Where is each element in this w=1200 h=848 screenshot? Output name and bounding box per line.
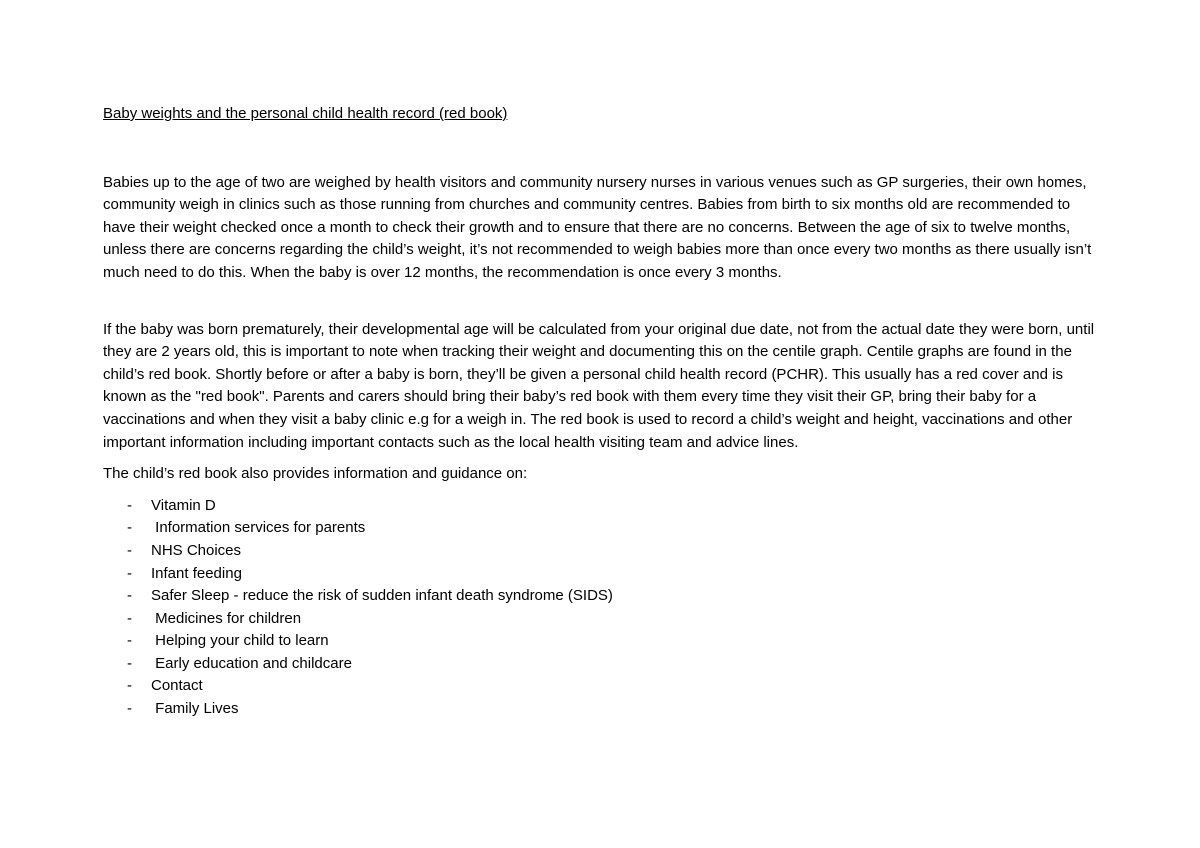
list-dash: - bbox=[127, 496, 132, 514]
list-item bbox=[103, 675, 1103, 698]
paragraph-premature-red-book: If the baby was born prematurely, their developmental age will be calculated from your original due date, not from the actual date they were born, until they are 2 years old, this is important to note when tracking their weight and documenting this on the centile graph. Centile graphs are found in the child’s red book. Shortly before or after a baby is born, they’ll be given a personal child health record (PCHR). This usually has a red cover and is known as the "red book". Parents and carers should bring their baby’s red book with them every time they visit their GP, bring their baby for a vaccinations and when they visit a baby clinic e.g for a weigh in. The red book is used to record a child’s weight and height, vaccinations and other important information including important contacts such as the local health visiting team and advice lines. bbox=[103, 320, 1095, 451]
list-dash: - bbox=[127, 654, 132, 672]
list-dash: - bbox=[127, 519, 132, 537]
list-item-text: NHS Choices bbox=[151, 541, 242, 559]
list-item-text: Safer Sleep - reduce the risk of sudden infant death syndrome (SIDS) bbox=[151, 587, 613, 605]
paragraph-guidance-intro: The child’s red book also provides information and guidance on: bbox=[103, 465, 528, 483]
list-item-text: Vitamin D bbox=[151, 496, 216, 514]
list-item bbox=[103, 517, 1103, 540]
list-item bbox=[103, 630, 1103, 653]
list-item-text: Infant feeding bbox=[151, 564, 242, 582]
list-item bbox=[103, 495, 1103, 518]
list-item bbox=[103, 653, 1103, 676]
list-dash: - bbox=[127, 564, 132, 582]
document-page bbox=[103, 103, 1103, 721]
document-title: Baby weights and the personal child health record (red book) bbox=[103, 105, 508, 122]
list-item bbox=[103, 608, 1103, 631]
list-item bbox=[103, 698, 1103, 721]
list-item-text: Information services for parents bbox=[151, 519, 366, 537]
list-dash: - bbox=[127, 541, 132, 559]
list-dash: - bbox=[127, 632, 132, 650]
list-item-text: Medicines for children bbox=[151, 609, 302, 627]
list-item bbox=[103, 540, 1103, 563]
list-item-text: Contact bbox=[151, 677, 203, 695]
list-item bbox=[103, 563, 1103, 586]
list-item-text: Helping your child to learn bbox=[151, 632, 329, 650]
guidance-list bbox=[103, 495, 1103, 721]
list-dash: - bbox=[127, 700, 132, 718]
list-dash: - bbox=[127, 677, 132, 695]
list-item-text: Early education and childcare bbox=[151, 654, 352, 672]
list-item-text: Family Lives bbox=[151, 700, 239, 718]
list-item bbox=[103, 585, 1103, 608]
paragraph-weighing-schedule: Babies up to the age of two are weighed by health visitors and community nursery nurses in various venues such as GP surgeries, their own homes, community weigh in clinics such as those running from churches and community centres. Babies from birth to six months old are recommended to have their weight checked once a month to check their growth and to ensure that there are no concerns. Between the age of six to twelve months, unless there are concerns regarding the child’s weight, it’s not recommended to weigh babies more than once every two months as there usually isn’t much need to do this. When the baby is over 12 months, the recommendation is once every 3 months. bbox=[103, 173, 1092, 281]
list-dash: - bbox=[127, 609, 132, 627]
list-dash: - bbox=[127, 587, 132, 605]
